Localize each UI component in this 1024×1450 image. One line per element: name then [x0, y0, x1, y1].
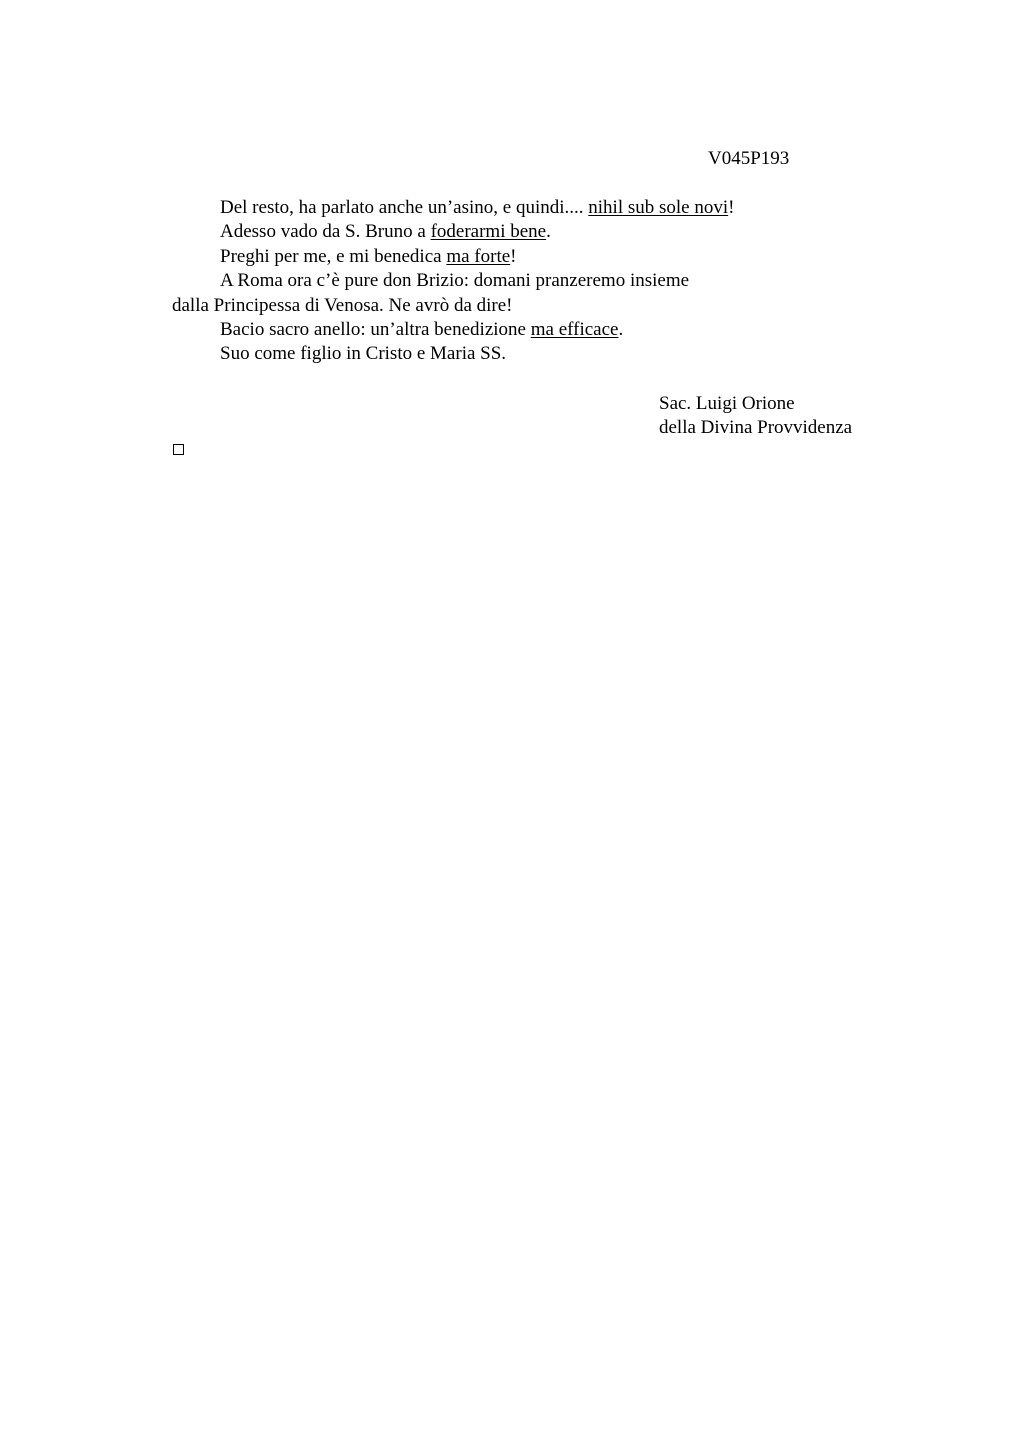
reference-code: V045P193 — [708, 148, 790, 169]
paragraph-4-line-1: A Roma ora c’è pure don Brizio: domani pranzeremo insieme — [220, 270, 690, 292]
paragraph-1 — [172, 196, 892, 220]
signature-title: della Divina Provvidenza — [659, 417, 853, 439]
paragraph-5-underlined: ma efficace — [530, 319, 619, 341]
paragraph-3-end: ! — [510, 245, 517, 267]
paragraph-1-text: Del resto, ha parlato anche un’asino, e quindi.... — [220, 197, 589, 218]
paragraph-3-text: Preghi per me, e mi benedica — [220, 245, 447, 267]
paragraph-3 — [172, 245, 892, 269]
paragraph-5-text: Bacio sacro anello: un’altra benedizione — [220, 319, 531, 341]
paragraph-2-underlined: foderarmi bene — [430, 221, 547, 243]
paragraph-1-underlined: nihil sub sole novi — [588, 197, 729, 218]
paragraph-2 — [172, 220, 892, 244]
signature-block — [659, 392, 852, 441]
letter-body — [172, 196, 892, 367]
end-mark-box-icon — [173, 444, 184, 455]
paragraph-1-end: ! — [728, 197, 735, 218]
paragraph-4-line-2: dalla Principessa di Venosa. Ne avrò da dire! — [172, 294, 513, 316]
paragraph-2-text: Adesso vado da S. Bruno a — [220, 221, 431, 243]
paragraph-3-underlined: ma forte — [446, 245, 511, 267]
paragraph-6: Suo come figlio in Cristo e Maria SS. — [220, 343, 507, 365]
paragraph-5 — [172, 318, 892, 342]
paragraph-5-end: . — [618, 319, 624, 341]
signature-name: Sac. Luigi Orione — [659, 393, 795, 414]
paragraph-2-end: . — [546, 221, 551, 243]
